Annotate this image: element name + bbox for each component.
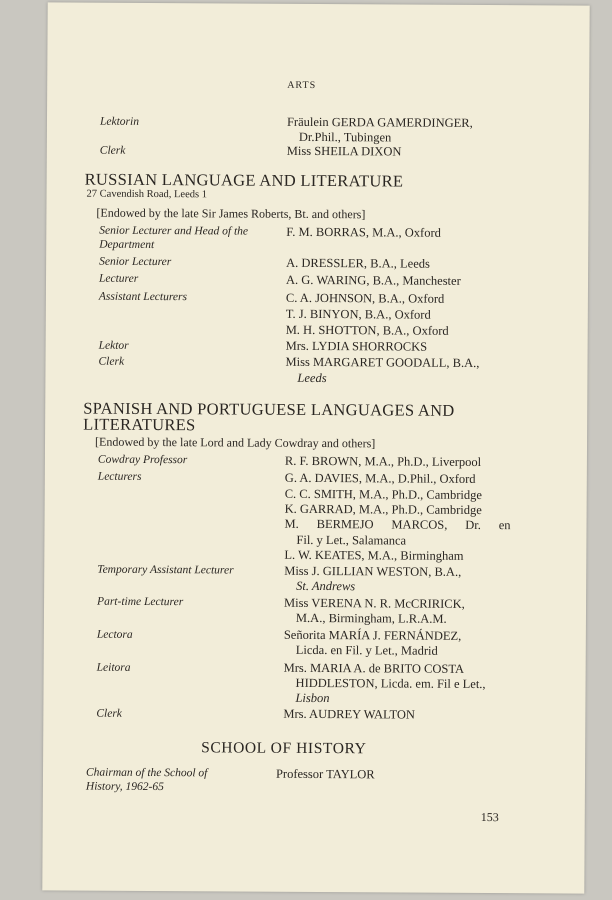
- role-cowdray-professor: Cowdray Professor: [97, 453, 188, 467]
- document-page: [42, 2, 589, 893]
- role-lecturer: Lecturer: [98, 272, 139, 285]
- role-assistant-lecturers: Assistant Lecturers: [98, 290, 188, 304]
- name-weston: Miss J. GILLIAN WESTON, B.A.,: [284, 563, 462, 579]
- name-gamerdinger: Fräulein GERDA GAMERDINGER,: [286, 114, 473, 130]
- name-mccririck: Miss VERENA N. R. McCRIRICK,: [284, 595, 465, 611]
- role-head-of-department: Senior Lecturer and Head of the: [99, 224, 249, 238]
- name-goodall-cont: Leeds: [297, 370, 327, 386]
- name-mccririck-cont: M.A., Birmingham, L.R.A.M.: [295, 610, 447, 626]
- name-bermejo-cont: Fil. y Let., Salamanca: [296, 532, 407, 548]
- role-lektorin: Lektorin: [99, 115, 140, 128]
- name-goodall: Miss MARGARET GOODALL, B.A.,: [285, 354, 480, 370]
- name-johnson: C. A. JOHNSON, B.A., Oxford: [285, 290, 445, 306]
- spanish-endowment: [Endowed by the late Lord and Lady Cowdray and others]: [94, 434, 376, 451]
- name-bermejo: M. BERMEJO MARCOS, Dr. en: [284, 516, 511, 533]
- name-borras: F. M. BORRAS, M.A., Oxford: [286, 224, 441, 240]
- role-chairman-cont: History, 1962-65: [85, 780, 164, 794]
- role-chairman: Chairman of the School of: [85, 766, 208, 780]
- spanish-heading: SPANISH AND PORTUGUESE LANGUAGES AND: [83, 398, 455, 420]
- role-clerk: Clerk: [98, 355, 125, 368]
- name-garrad: K. GARRAD, M.A., Ph.D., Cambridge: [284, 501, 482, 518]
- name-fernandez: Señorita MARÍA J. FERNÁNDEZ,: [283, 627, 462, 643]
- name-walton: Mrs. AUDREY WALTON: [283, 706, 416, 722]
- russian-endowment: [Endowed by the late Sir James Roberts, Bt. and others]: [96, 205, 366, 222]
- name-binyon: T. J. BINYON, B.A., Oxford: [285, 306, 431, 322]
- russian-address: 27 Cavendish Road, Leeds 1: [86, 188, 208, 201]
- name-dressler: A. DRESSLER, B.A., Leeds: [286, 255, 430, 271]
- page-number: 153: [480, 810, 499, 825]
- name-waring: A. G. WARING, B.A., Manchester: [285, 272, 461, 288]
- name-keates: L. W. KEATES, M.A., Birmingham: [284, 547, 464, 563]
- spanish-heading-cont: LITERATURES: [83, 414, 196, 435]
- russian-heading: RUSSIAN LANGUAGE AND LITERATURE: [84, 169, 404, 191]
- role-lektor: Lektor: [98, 339, 129, 352]
- name-shorrocks: Mrs. LYDIA SHORROCKS: [285, 338, 428, 354]
- name-gamerdinger-cont: Dr.Phil., Tubingen: [298, 129, 392, 145]
- name-costa: Mrs. MARIA A. de BRITO COSTA: [283, 660, 465, 676]
- name-costa-cont2: Lisbon: [295, 690, 330, 706]
- name-costa-cont: HIDDLESTON, Licda. em. Fil e Let.,: [295, 675, 486, 692]
- name-shotton: M. H. SHOTTON, B.A., Oxford: [285, 322, 449, 338]
- name-dixon: Miss SHEILA DIXON: [286, 143, 402, 159]
- role-clerk: Clerk: [96, 707, 122, 720]
- name-davies: G. A. DAVIES, M.A., D.Phil., Oxford: [284, 470, 476, 486]
- role-lecturers: Lecturers: [97, 470, 142, 483]
- name-fernandez-cont: Licda. en Fil. y Let., Madrid: [295, 642, 438, 658]
- name-smith: C. C. SMITH, M.A., Ph.D., Cambridge: [284, 486, 482, 503]
- role-leitora: Leitora: [96, 661, 131, 674]
- role-senior-lecturer: Senior Lecturer: [99, 255, 172, 269]
- running-header: ARTS: [287, 79, 317, 91]
- role-head-of-department-cont: Department: [99, 238, 155, 252]
- history-heading: SCHOOL OF HISTORY: [201, 739, 367, 758]
- name-weston-cont: St. Andrews: [296, 578, 356, 594]
- role-part-time-lecturer: Part-time Lecturer: [97, 595, 184, 609]
- name-brown: R. F. BROWN, M.A., Ph.D., Liverpool: [284, 453, 482, 470]
- name-taylor: Professor TAYLOR: [275, 766, 375, 782]
- role-clerk: Clerk: [99, 144, 126, 157]
- role-temporary-assistant-lecturer: Temporary Assistant Lecturer: [97, 563, 234, 577]
- role-lectora: Lectora: [96, 628, 133, 641]
